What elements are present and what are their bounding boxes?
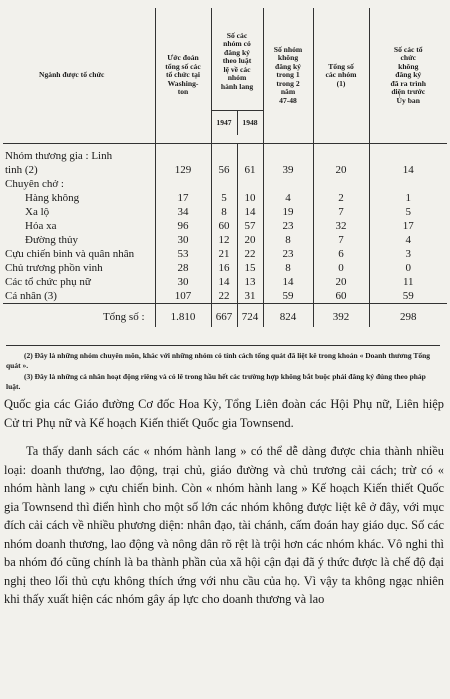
table-cell: 12: [211, 233, 237, 247]
table-cell: 59: [263, 289, 313, 304]
table-row: [3, 247, 447, 261]
table-row: [3, 205, 447, 219]
table-cell: 5: [369, 205, 447, 219]
table-cell: 30: [155, 233, 211, 247]
header-year-1948: 1948: [237, 111, 263, 135]
table-cell: 13: [237, 275, 263, 289]
footnote: (2) Đây là những nhóm chuyên môn, khác với những nhóm có tính cách tổng quát đã liệt kê trong khoản « Doanh thương Tổng quát ».: [6, 351, 430, 370]
table-cell: 23: [263, 247, 313, 261]
table-cell: 14: [369, 144, 447, 178]
table-cell: 8: [263, 233, 313, 247]
table-cell: 20: [313, 144, 369, 178]
table-cell: 6: [313, 247, 369, 261]
total-cell: 298: [369, 304, 447, 328]
total-label: Tổng số :: [3, 304, 155, 328]
table-row: [3, 177, 447, 191]
table-cell: [263, 177, 313, 191]
total-cell: 1.810: [155, 304, 211, 328]
table-body: [3, 144, 447, 328]
footnotes: [6, 345, 440, 393]
row-label-line: tinh (2): [5, 164, 38, 177]
table-cell: [237, 177, 263, 191]
table-cell: 61: [237, 144, 263, 178]
row-label: Cựu chiến binh và quân nhân: [5, 248, 135, 261]
row-label: Đường thủy: [25, 234, 79, 247]
total-cell: 667: [211, 304, 237, 328]
table-row: [3, 191, 447, 205]
table-cell: 14: [211, 275, 237, 289]
header-organization: Ngành được tổ chức: [39, 70, 105, 80]
table-cell: 56: [211, 144, 237, 178]
total-cell: 392: [313, 304, 369, 328]
table-cell: 17: [369, 219, 447, 233]
table-row: [3, 261, 447, 275]
table-cell: 107: [155, 289, 211, 304]
footnote: (3) Đây là những cá nhân hoạt động riêng và có lẽ trong hầu hết các trường hợp không bắt buộc phải đăng ký đúng theo pháp luật.: [6, 372, 426, 391]
table-cell: 60: [313, 289, 369, 304]
table-row: [3, 233, 447, 247]
header-estimated: Ước đoán tổng số các tổ chức tại Washing- ton: [155, 8, 211, 144]
table-cell: 0: [313, 261, 369, 275]
table-cell: 20: [237, 233, 263, 247]
table-cell: 96: [155, 219, 211, 233]
row-label: Chuyên chở :: [5, 178, 64, 191]
table-cell: 8: [211, 205, 237, 219]
table-row: [3, 289, 447, 304]
header-year-1947: 1947: [216, 117, 232, 127]
table-cell: 39: [263, 144, 313, 178]
table-cell: 10: [237, 191, 263, 205]
table-cell: 21: [211, 247, 237, 261]
table-cell: 16: [211, 261, 237, 275]
paragraph: Quốc gia các Giáo đường Cơ đốc Hoa Kỳ, Tổng Liên đoàn các Hội Phụ nữ, Liên hiệp Cử tri Phụ nữ và Kế hoạch Kiến thiết Quốc gia Townsend.: [4, 397, 444, 430]
row-label: Hàng không: [25, 192, 80, 205]
table-cell: 4: [263, 191, 313, 205]
row-label: Các tổ chức phụ nữ: [5, 276, 91, 289]
table-row: [3, 275, 447, 289]
table-cell: 11: [369, 275, 447, 289]
row-label: Cá nhân (3): [5, 290, 57, 303]
table-cell: 4: [369, 233, 447, 247]
table-cell: 14: [263, 275, 313, 289]
table-row: [3, 219, 447, 233]
table-cell: 14: [237, 205, 263, 219]
table-header-row: [3, 8, 447, 144]
table-cell: 2: [313, 191, 369, 205]
table-cell: 17: [155, 191, 211, 205]
header-registered-label: Số các nhóm có đăng ký theo luật lệ về các nhóm hành lang: [220, 30, 254, 92]
header-registered: [211, 8, 263, 144]
table-cell: [211, 177, 237, 191]
row-label: Hỏa xa: [25, 220, 57, 233]
table-total-row: [3, 304, 447, 328]
lobby-groups-table: [3, 8, 447, 327]
total-cell: 824: [263, 304, 313, 328]
table-cell: 8: [263, 261, 313, 275]
header-total-groups: Tổng số các nhóm (1): [313, 8, 369, 144]
table-cell: 7: [313, 205, 369, 219]
total-cell: 724: [237, 304, 263, 328]
row-label: Xa lộ: [25, 206, 50, 219]
table-cell: [155, 177, 211, 191]
table-cell: 3: [369, 247, 447, 261]
table-cell: 23: [263, 219, 313, 233]
row-label: Chủ trương phồn vinh: [5, 262, 103, 275]
table-cell: 57: [237, 219, 263, 233]
row-label-line: Nhóm thương gia : Linh: [5, 150, 113, 163]
table-cell: [313, 177, 369, 191]
table-cell: 19: [263, 205, 313, 219]
table-cell: [369, 177, 447, 191]
table-cell: 22: [211, 289, 237, 304]
paragraph: Ta thấy danh sách các « nhóm hành lang » có thể dễ dàng được chia thành nhiều loại: doanh thương, lao động, trại chủ, giáo đường và chủ trương cải cách; trừ có « nhóm hành lang » cựu chiến binh. Còn « nhóm hành lang » Kế hoạch Kiến thiết Quốc gia Townsend thì điển hình cho một số lớn các nhóm không được liệt kê ở đây, với mục đích cải cách về nhiều phương diện: nhân đạo, tài chánh, cấm đoán hay giáo dục. Số các nhóm doanh thương, lao động và nông dân rõ rệt là trội hơn các nhóm khác. Vô nghi thì ba nhóm đó cũng chính là ba thành phần của xã hội cận đại đã ý thức được là chế độ đại nghị theo lối thủ cựu không thích ứng với nhu cầu của họ. Vì vậy ta không ngạc nhiên khi thấy xuất hiện các nhóm gây áp lực cho doanh thương và lao: [4, 444, 444, 606]
table-cell: 5: [211, 191, 237, 205]
table-cell: 7: [313, 233, 369, 247]
table-cell: 0: [369, 261, 447, 275]
table-cell: 15: [237, 261, 263, 275]
table-cell: 1: [369, 191, 447, 205]
table-cell: 34: [155, 205, 211, 219]
table-cell: 59: [369, 289, 447, 304]
header-unregistered: Số nhóm không đăng ký trong 1 trong 2 năm 47-48: [263, 8, 313, 144]
table-cell: 22: [237, 247, 263, 261]
table-cell: 31: [237, 289, 263, 304]
table-cell: 129: [155, 144, 211, 178]
table-cell: 30: [155, 275, 211, 289]
table-cell: 28: [155, 261, 211, 275]
body-text: [4, 395, 444, 619]
table-cell: 60: [211, 219, 237, 233]
table-cell: 20: [313, 275, 369, 289]
table-cell: 32: [313, 219, 369, 233]
table-row: [3, 144, 447, 178]
row-label: [3, 144, 155, 178]
header-unregistered-reports: Số các tổ chức không đăng ký đã ra trình diện trước Ủy ban: [369, 8, 447, 144]
table-cell: 53: [155, 247, 211, 261]
